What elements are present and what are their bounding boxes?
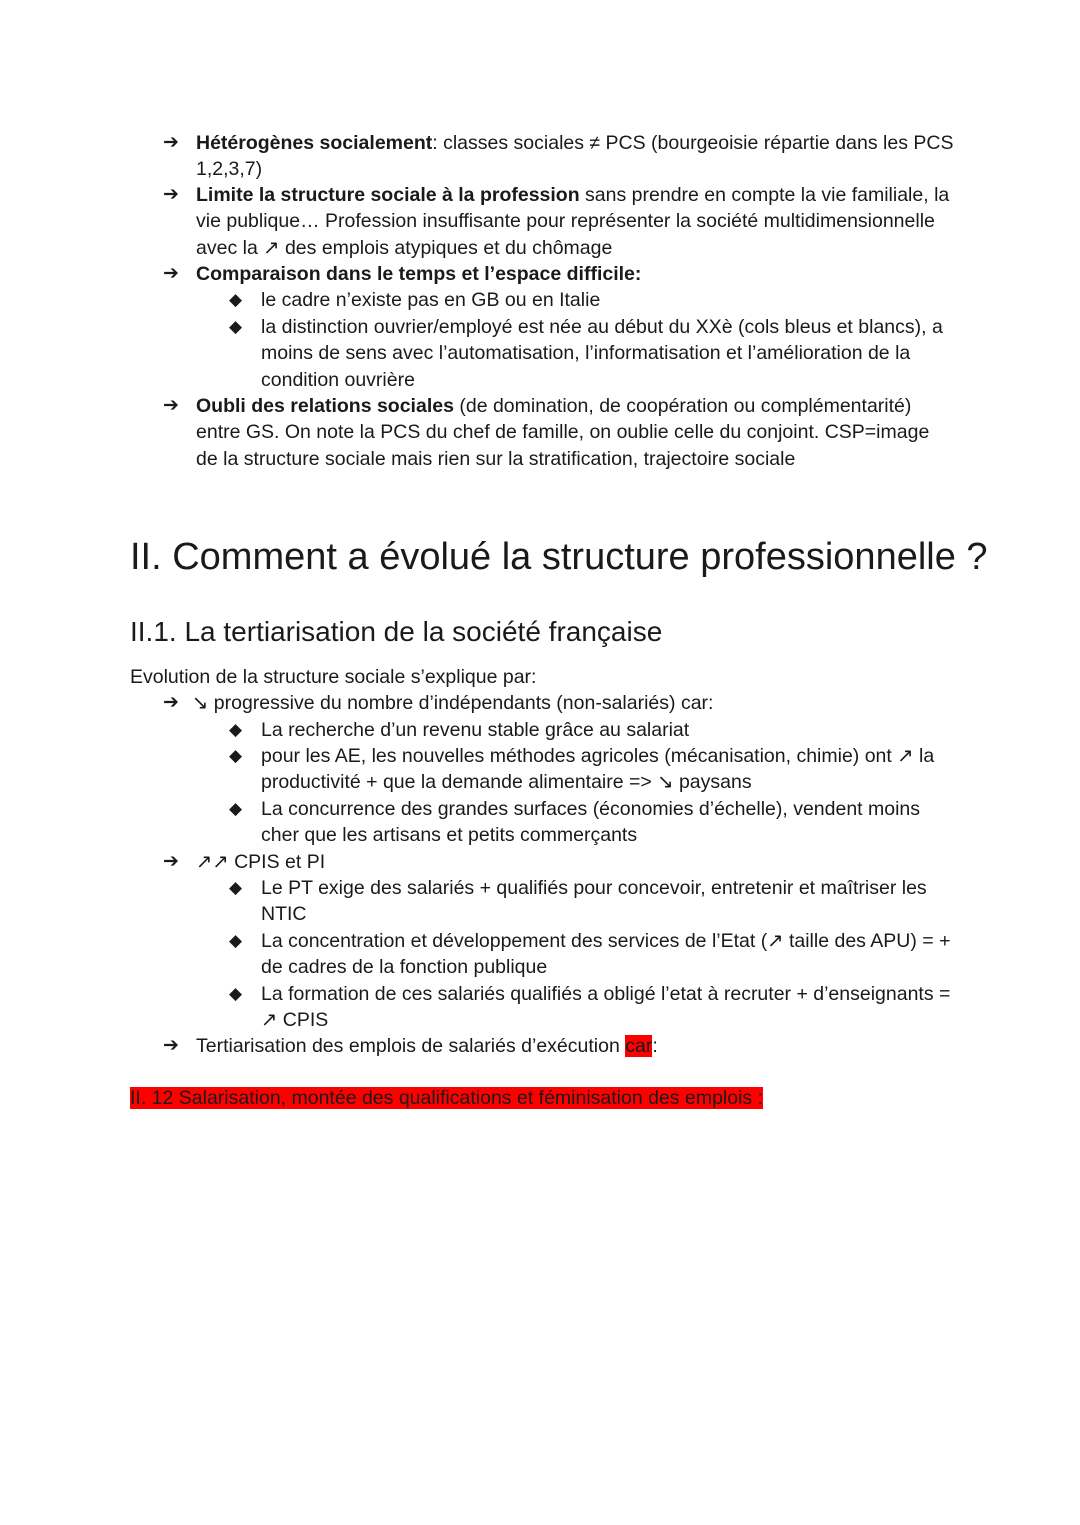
diamond-bullet-icon: ◆: [229, 984, 243, 1003]
list-item: [196, 393, 956, 472]
item-text: sans prendre en compte la vie familiale, la vie publique… Profession insuffisante pour représenter la société multidimensionnelle avec la ↗ des emplois atypiques et du chômage: [196, 184, 950, 259]
item-bold-text: Comparaison dans le temps et l’espace difficile:: [196, 263, 642, 285]
item-text: : classes sociales ≠ PCS (bourgeoisie répartie dans les PCS 1,2,3,7): [196, 132, 954, 181]
list-item: [196, 130, 956, 183]
diamond-bullet-icon: ◆: [229, 878, 243, 897]
list-item: ↗↗ CPIS et PI: [196, 851, 326, 873]
sub-list-item: pour les AE, les nouvelles méthodes agricoles (mécanisation, chimie) ont ↗ la productivité + que la demande alimentaire => ↘ paysans: [261, 745, 935, 794]
arrow-bullet-icon: ➔: [163, 184, 179, 205]
arrow-bullet-icon: ➔: [163, 395, 179, 416]
sub-list-item: le cadre n’existe pas en GB ou en Italie: [261, 289, 601, 311]
arrow-bullet-icon: ➔: [163, 263, 179, 284]
arrow-bullet-icon: ➔: [163, 1035, 179, 1056]
section-heading: II. Comment a évolué la structure professionnelle ?: [130, 536, 988, 578]
diamond-bullet-icon: ◆: [229, 290, 243, 309]
arrow-bullet-icon: ➔: [163, 692, 179, 713]
arrow-bullet-icon: ➔: [163, 132, 179, 153]
sub-list-item: la distinction ouvrier/employé est née au début du XXè (cols bleus et blancs), a moins de sens avec l’automatisation, l’informatisation et l’amélioration de la condition ouvrière: [261, 316, 943, 391]
list-item: ↘ progressive du nombre d’indépendants (non-salariés) car:: [192, 692, 714, 714]
list-item: [196, 1033, 956, 1059]
item-bold-text: Limite la structure sociale à la profession: [196, 184, 580, 206]
diamond-bullet-icon: ◆: [229, 317, 243, 336]
list-item: [196, 182, 956, 261]
arrow-bullet-icon: ➔: [163, 851, 179, 872]
sub-list-item: La concentration et développement des services de l’Etat (↗ taille des APU) = + de cadres de la fonction publique: [261, 930, 951, 979]
item-text: Tertiarisation des emplois de salariés d’exécution: [196, 1035, 626, 1057]
highlighted-word: car: [625, 1035, 653, 1057]
diamond-bullet-icon: ◆: [229, 799, 243, 818]
item-text: (de domination, de coopération ou complémentarité) entre GS. On note la PCS du chef de famille, on oublie celle du conjoint. CSP=image de la structure sociale mais rien sur la stratification, trajectoire sociale: [196, 395, 930, 470]
item-suffix: :: [652, 1035, 658, 1057]
sub-list-item: La recherche d’un revenu stable grâce au salariat: [261, 719, 690, 741]
intro-paragraph: Evolution de la structure sociale s’explique par:: [130, 666, 537, 688]
sub-list-item: La formation de ces salariés qualifiés a obligé l’etat à recruter + d’enseignants = ↗ CPIS: [261, 983, 951, 1032]
item-bold-text: Hétérogènes socialement: [196, 132, 433, 154]
sub-list-item: Le PT exige des salariés + qualifiés pour concevoir, entretenir et maîtriser les NTIC: [261, 877, 927, 926]
highlighted-heading: [130, 1085, 763, 1111]
list-item: [196, 261, 956, 287]
sub-list-item: La concurrence des grandes surfaces (économies d’échelle), vendent moins cher que les artisans et petits commerçants: [261, 798, 921, 847]
diamond-bullet-icon: ◆: [229, 720, 243, 739]
subsection-heading: II.1. La tertiarisation de la société française: [130, 616, 663, 647]
diamond-bullet-icon: ◆: [229, 746, 243, 765]
diamond-bullet-icon: ◆: [229, 931, 243, 950]
highlighted-heading-text: II. 12 Salarisation, montée des qualifications et féminisation des emplois :: [130, 1087, 764, 1109]
item-bold-text: Oubli des relations sociales: [196, 395, 454, 417]
